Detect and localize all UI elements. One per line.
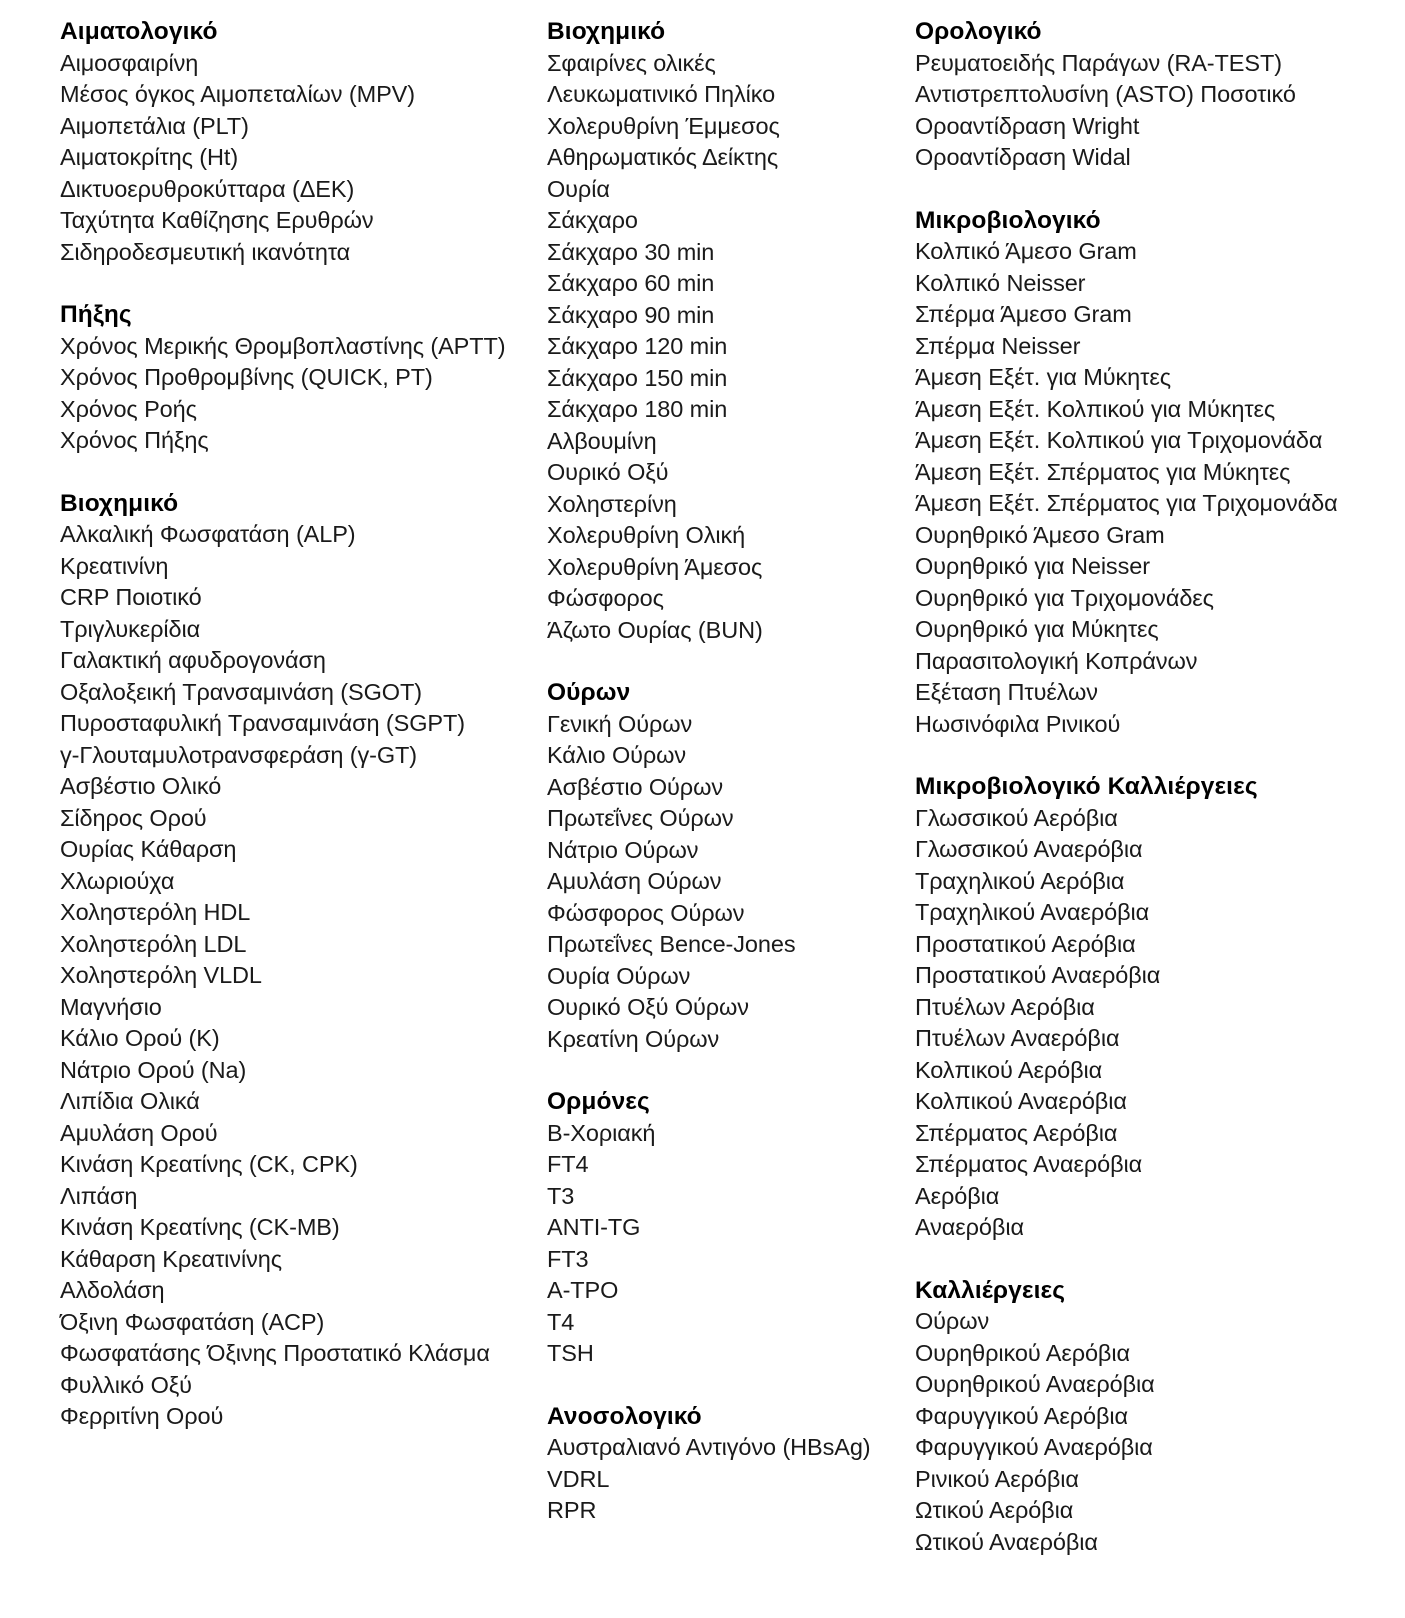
test-item: VDRL	[547, 1465, 610, 1492]
test-item: Άμεση Εξέτ. Κολπικού για Μύκητες	[915, 395, 1276, 422]
test-item: Τραχηλικού Αναερόβια	[915, 899, 1150, 925]
test-item: Αυστραλιανό Αντιγόνο (HBsAg)	[547, 1434, 871, 1460]
test-item: Ρευματοειδής Παράγων (RA-TEST)	[915, 49, 1282, 76]
test-item: Σάκχαρο 120 min	[547, 333, 728, 359]
test-item: Γλωσσικού Αναερόβια	[915, 836, 1143, 862]
test-item: γ-Γλουταμυλοτρανσφεράση (γ-GT)	[60, 741, 418, 768]
test-item: RPR	[547, 1497, 597, 1523]
test-item: Κολπικό Άμεσο Gram	[915, 238, 1137, 264]
test-item: Αερόβια	[915, 1182, 1000, 1209]
test-item: Ωτικού Αναερόβια	[915, 1528, 1098, 1555]
test-item: Αιματοκρίτης (Ht)	[60, 144, 239, 170]
test-item: Αναερόβια	[915, 1214, 1024, 1240]
test-item: Αθηρωματικός Δείκτης	[547, 144, 779, 170]
test-item: Κολπικού Αναερόβια	[915, 1088, 1127, 1114]
section-title: Βιοχημικό	[547, 18, 666, 45]
test-item: Κολπικό Neisser	[915, 269, 1086, 296]
test-item: Όξινη Φωσφατάση (ACP)	[60, 1308, 325, 1335]
test-item: Κρεατίνη Ούρων	[547, 1025, 720, 1052]
test-item: Χοληστερόλη VLDL	[60, 962, 262, 988]
section-title: Πήξης	[60, 301, 132, 328]
test-item: Εξέταση Πτυέλων	[915, 679, 1098, 705]
test-item: Β-Χοριακή	[547, 1119, 656, 1146]
section-title: Ορμόνες	[547, 1088, 650, 1115]
test-section	[915, 1275, 1405, 1559]
test-item: Πτυέλων Αερόβια	[915, 993, 1095, 1020]
test-item: Λιπίδια Ολικά	[60, 1088, 200, 1114]
test-item: Τριγλυκερίδια	[60, 615, 201, 642]
test-item: ANTI-TG	[547, 1214, 641, 1240]
test-item: Χρόνος Ροής	[60, 395, 197, 422]
test-item: Μέσος όγκος Αιμοπεταλίων (MPV)	[60, 81, 415, 107]
column-1	[60, 16, 547, 1433]
test-item: Αμυλάση Ορού	[60, 1119, 218, 1146]
test-item: A-TPO	[547, 1277, 619, 1303]
test-item: Οξαλοξεική Τρανσαμινάση (SGOT)	[60, 678, 422, 705]
test-item: Ουρικό Οξύ	[547, 459, 669, 485]
test-item: Πρωτεΐνες Bence-Jones	[547, 931, 796, 957]
test-item: Σάκχαρο	[547, 207, 638, 233]
test-item: Ουρικό Οξύ Ούρων	[547, 994, 749, 1020]
test-item: Προστατικού Αναερόβια	[915, 962, 1161, 988]
test-item: Ηωσινόφιλα Ρινικού	[915, 710, 1121, 737]
test-item: Φαρυγγικού Αναερόβια	[915, 1434, 1153, 1460]
test-item: Αντιστρεπτολυσίνη (ASTO) Ποσοτικό	[915, 81, 1296, 107]
section-title: Καλλιέργειες	[915, 1276, 1066, 1304]
test-item: CRP Ποιοτικό	[60, 584, 202, 610]
test-item: Λιπάση	[60, 1182, 138, 1209]
test-section	[60, 488, 547, 1433]
test-item: Άμεση Εξέτ. Κολπικού για Τριχομονάδα	[915, 427, 1323, 453]
test-item: Σφαιρίνες ολικές	[547, 49, 716, 76]
section-title: Ανοσολογικό	[547, 1402, 702, 1430]
test-item: Κρεατινίνη	[60, 552, 169, 579]
test-item: Σάκχαρο 180 min	[547, 396, 728, 422]
test-item: Ούρων	[915, 1308, 990, 1334]
column-3	[915, 16, 1405, 1558]
test-item: Σπέρματος Αερόβια	[915, 1119, 1118, 1146]
test-item: Μαγνήσιο	[60, 993, 162, 1020]
test-item: Ωτικού Αερόβια	[915, 1497, 1074, 1523]
test-item: Ουρηθρικό Άμεσο Gram	[915, 521, 1165, 548]
column-2	[547, 16, 915, 1527]
test-item: Ουρηθρικό για Μύκητες	[915, 616, 1159, 642]
test-item: Ουρηθρικό για Neisser	[915, 553, 1150, 579]
test-item: Χλωριούχα	[60, 867, 175, 894]
test-item: Ουρηθρικού Αερόβια	[915, 1339, 1130, 1366]
test-item: Σιδηροδεσμευτική ικανότητα	[60, 238, 351, 265]
test-item: Άμεση Εξέτ. για Μύκητες	[915, 364, 1171, 390]
test-item: Χρόνος Πήξης	[60, 427, 209, 453]
test-item: Γλωσσικού Αερόβια	[915, 804, 1118, 831]
test-item: Κολπικού Αερόβια	[915, 1056, 1103, 1083]
test-item: Οροαντίδραση Wright	[915, 112, 1140, 139]
test-item: Ασβέστιο Ούρων	[547, 773, 723, 800]
test-item: Χοληστερόλη LDL	[60, 930, 247, 957]
test-section	[915, 771, 1405, 1244]
test-section	[60, 16, 547, 268]
test-item: Νάτριο Ούρων	[547, 836, 699, 863]
test-item: Χολερυθρίνη Άμεσος	[547, 553, 763, 580]
test-item: Ταχύτητα Καθίζησης Ερυθρών	[60, 207, 374, 233]
test-section	[915, 205, 1405, 741]
test-section	[547, 1086, 915, 1370]
test-item: Αιμοπετάλια (PLT)	[60, 112, 249, 139]
test-item: Αλκαλική Φωσφατάση (ALP)	[60, 521, 356, 547]
test-item: Φωσφατάσης Όξινης Προστατικό Κλάσμα	[60, 1340, 490, 1366]
section-title: Μικροβιολογικό Καλλιέργειες	[915, 773, 1258, 800]
test-item: Ασβέστιο Ολικό	[60, 773, 222, 799]
section-title: Αιματολογικό	[60, 18, 218, 45]
test-item: T3	[547, 1182, 575, 1209]
test-item: Δικτυοερυθροκύτταρα (ΔΕΚ)	[60, 175, 355, 202]
test-item: Πτυέλων Αναερόβια	[915, 1025, 1120, 1051]
test-item: Κάλιο Ούρων	[547, 742, 687, 768]
test-item: Αμυλάση Ούρων	[547, 868, 722, 894]
test-item: Άμεση Εξέτ. Σπέρματος για Τριχομονάδα	[915, 490, 1338, 516]
test-item: Φερριτίνη Ορού	[60, 1403, 224, 1429]
test-item: Πρωτεΐνες Ούρων	[547, 805, 734, 831]
test-item: TSH	[547, 1340, 594, 1366]
section-title: Βιοχημικό	[60, 489, 179, 517]
test-item: Χρόνος Μερικής Θρομβοπλαστίνης (APTT)	[60, 332, 506, 359]
test-item: Προστατικού Αερόβια	[915, 930, 1136, 957]
test-section	[60, 299, 547, 457]
section-title: Ορολογικό	[915, 18, 1042, 45]
test-item: Σάκχαρο 30 min	[547, 238, 715, 265]
test-item: Γαλακτική αφυδρογονάση	[60, 647, 326, 673]
test-item: Κάλιο Ορού (K)	[60, 1025, 220, 1051]
test-item: Λευκωματινικό Πηλίκο	[547, 81, 776, 107]
test-item: Φαρυγγικού Αερόβια	[915, 1402, 1129, 1429]
test-item: Άζωτο Ουρίας (BUN)	[547, 616, 763, 643]
test-item: Ουρίας Κάθαρση	[60, 836, 237, 862]
test-section	[915, 16, 1405, 174]
test-item: Παρασιτολογική Κοπράνων	[915, 647, 1198, 674]
test-item: Χολερυθρίνη Έμμεσος	[547, 112, 780, 139]
test-item: Αιμοσφαιρίνη	[60, 49, 199, 76]
test-section	[547, 677, 915, 1055]
test-item: Ρινικού Αερόβια	[915, 1465, 1079, 1492]
test-item: Γενική Ούρων	[547, 710, 693, 737]
test-item: Τραχηλικού Αερόβια	[915, 867, 1125, 894]
test-item: Σίδηρος Ορού	[60, 804, 207, 831]
test-item: Ουρία	[547, 175, 610, 202]
test-item: Κάθαρση Κρεατινίνης	[60, 1245, 282, 1272]
test-item: Άμεση Εξέτ. Σπέρματος για Μύκητες	[915, 458, 1291, 485]
test-item: Αλδολάση	[60, 1277, 165, 1303]
test-item: Χολερυθρίνη Ολική	[547, 522, 746, 548]
test-item: Φυλλικό Οξύ	[60, 1371, 192, 1398]
test-item: Ουρηθρικού Αναερόβια	[915, 1371, 1155, 1397]
section-title: Ούρων	[547, 679, 631, 706]
test-item: Σάκχαρο 90 min	[547, 301, 715, 328]
test-item: FT3	[547, 1245, 589, 1272]
test-item: Σπέρμα Neisser	[915, 332, 1081, 359]
test-item: Φώσφορος Ούρων	[547, 899, 745, 926]
test-item: Αλβουμίνη	[547, 427, 657, 454]
test-item: Ουρηθρικό για Τριχομονάδες	[915, 584, 1214, 611]
test-item: Σπέρμα Άμεσο Gram	[915, 301, 1132, 327]
test-section	[547, 1401, 915, 1527]
section-title: Μικροβιολογικό	[915, 206, 1101, 234]
test-item: Χοληστερόλη HDL	[60, 899, 251, 925]
test-item: T4	[547, 1308, 575, 1335]
test-item: Σάκχαρο 150 min	[547, 364, 728, 391]
test-section	[547, 16, 915, 646]
test-item: Χρόνος Προθρομβίνης (QUICK, PT)	[60, 364, 433, 390]
test-item: Φώσφορος	[547, 585, 664, 611]
test-item: Σάκχαρο 60 min	[547, 270, 715, 296]
test-item: Νάτριο Ορού (Na)	[60, 1056, 247, 1083]
test-item: Σπέρματος Αναερόβια	[915, 1151, 1143, 1177]
test-item: FT4	[547, 1151, 589, 1177]
test-item: Κινάση Κρεατίνης (CK-MB)	[60, 1214, 340, 1240]
test-item: Οροαντίδραση Widal	[915, 144, 1131, 170]
test-item: Ουρία Ούρων	[547, 962, 691, 989]
test-item: Πυροσταφυλική Τρανσαμινάση (SGPT)	[60, 710, 465, 736]
test-item: Χοληστερίνη	[547, 490, 677, 517]
test-item: Κινάση Κρεατίνης (CK, CPK)	[60, 1151, 358, 1177]
